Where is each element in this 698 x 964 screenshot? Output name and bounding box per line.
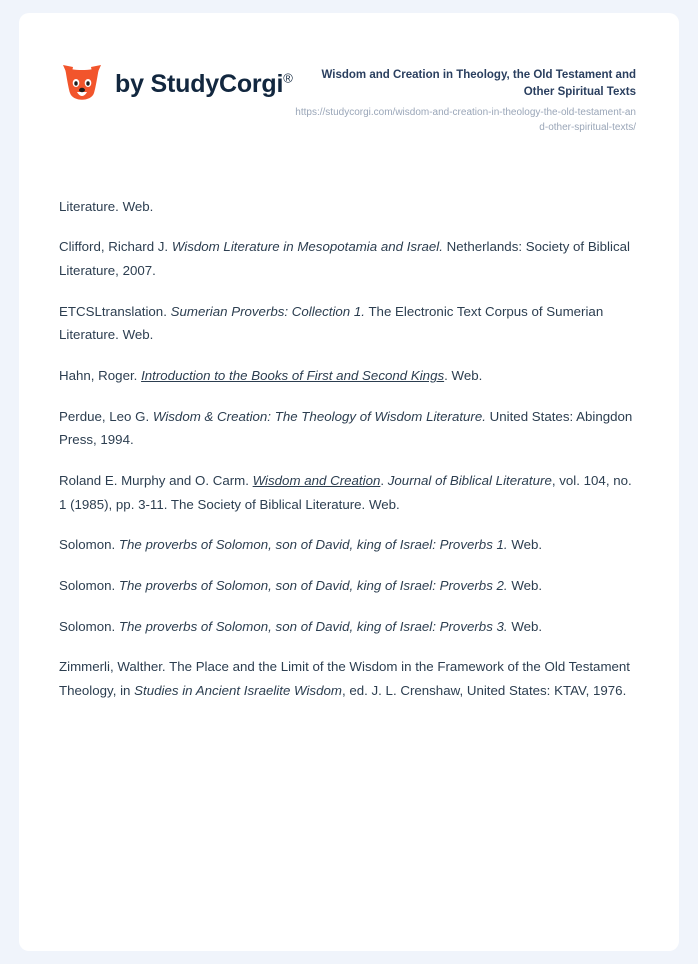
reference-title-italic: Studies in Ancient Israelite Wisdom [134,682,342,698]
reference-text: Solomon. [59,618,119,634]
brand-name-prefix: by [115,69,151,98]
reference-entry [59,235,636,282]
document-page [19,13,679,951]
reference-entry [59,533,636,557]
reference-title-italic: The proverbs of Solomon, son of David, king of Israel: Proverbs 3. [118,618,508,634]
reference-entry [59,469,636,516]
reference-list [19,135,679,702]
reference-text: The Electronic Text Corpus of Sumerian Literature. Web. [59,303,604,343]
reference-text: Roland E. Murphy and O. Carm. [59,472,253,488]
reference-link[interactable]: Introduction to the Books of First and Second Kings [141,367,445,383]
corgi-logo-icon [59,61,105,107]
reference-title-italic: Journal of Biblical Literature [387,472,552,488]
reference-text: Literature. Web. [59,198,154,214]
reference-text: Clifford, Richard J. [59,239,172,255]
reference-entry [59,574,636,598]
reference-entry [59,405,636,452]
registered-mark: ® [283,70,293,86]
reference-link[interactable]: Wisdom and Creation [252,472,381,488]
reference-title-italic: Wisdom Literature in Mesopotamia and Israel. [171,239,443,255]
reference-text: Hahn, Roger. [59,367,142,383]
reference-entry [59,300,636,347]
brand [59,61,293,107]
reference-text: Netherlands: Society of Biblical Literature, 2007. [59,239,630,278]
page-title: Wisdom and Creation in Theology, the Old Testament and Other Spiritual Texts [321,69,636,98]
document-meta [293,61,636,135]
document-header [19,13,679,135]
reference-title-italic: The proverbs of Solomon, son of David, king of Israel: Proverbs 2. [118,577,508,593]
brand-name-main: StudyCorgi [150,69,284,98]
reference-text: Web. [507,537,543,553]
reference-text: . [380,472,388,488]
reference-text: , ed. J. L. Crenshaw, United States: KTAV, 1976. [341,682,627,698]
reference-title-italic: The proverbs of Solomon, son of David, king of Israel: Proverbs 1. [118,537,508,553]
reference-entry [59,655,636,702]
reference-text: Solomon. [59,577,119,593]
reference-text: Perdue, Leo G. [59,408,153,424]
reference-text: Solomon. [59,537,119,553]
reference-entry [59,195,636,219]
reference-title-italic: Sumerian Proverbs: Collection 1. [170,303,365,319]
reference-text: United States: Abingdon Press, 1994. [59,408,633,448]
reference-entry [59,615,636,639]
reference-text: . Web. [444,367,483,383]
reference-title-italic: Wisdom & Creation: The Theology of Wisdom Literature. [152,408,486,424]
brand-name [115,70,293,99]
reference-text: Web. [507,577,543,593]
reference-entry [59,364,636,388]
reference-text: ETCSLtranslation. [59,303,171,319]
source-url[interactable]: https://studycorgi.com/wisdom-and-creation-in-theology-the-old-testament-and-other-spiritual-texts/ [295,107,636,133]
reference-text: Web. [507,618,543,634]
reference-text: Zimmerli, Walther. The Place and the Limit of the Wisdom in the Framework of the Old Testament Theology, in [59,659,631,698]
reference-text: , vol. 104, no. 1 (1985), pp. 3-11. The Society of Biblical Literature. Web. [59,472,632,512]
